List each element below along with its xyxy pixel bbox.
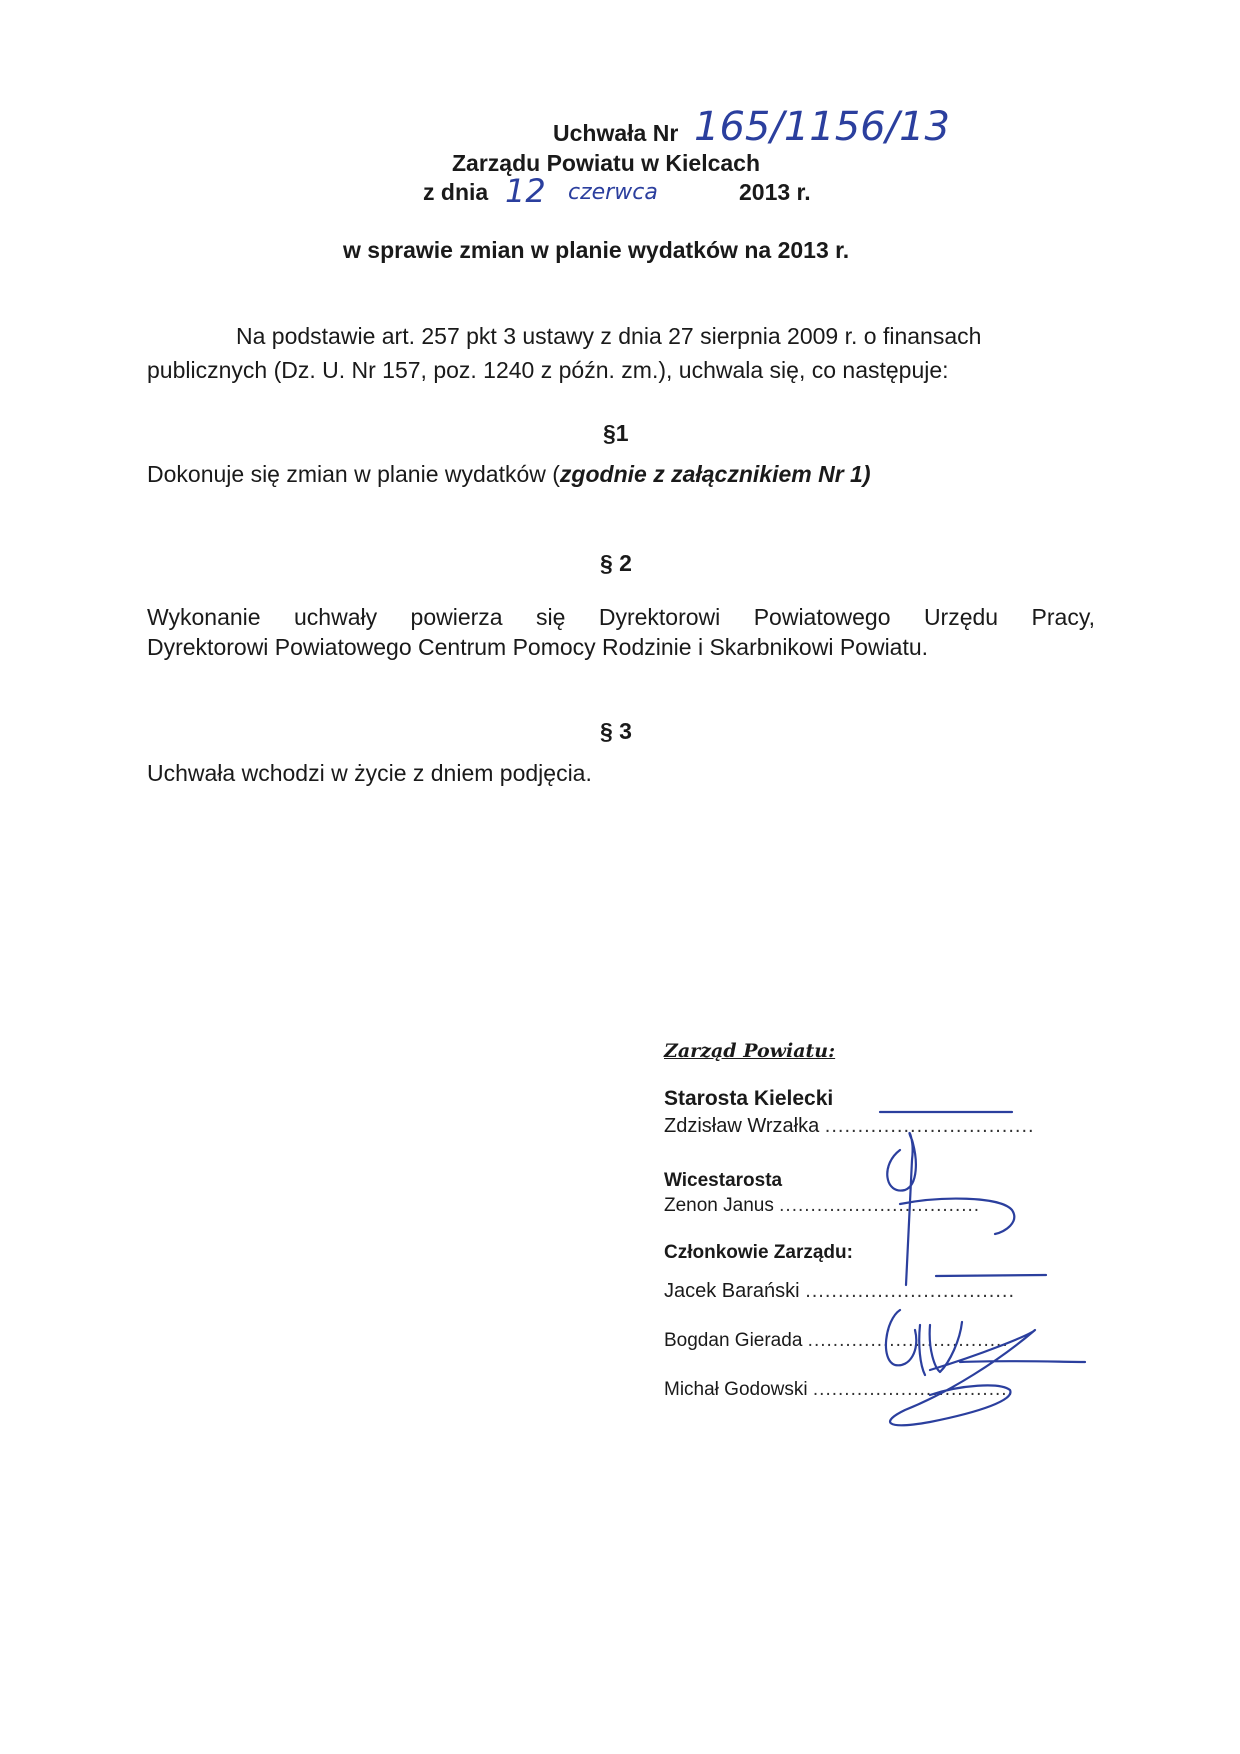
- member-name: Bogdan Gierada: [664, 1330, 803, 1351]
- section-1-text-main: Dokonuje się zmian w planie wydatków (: [147, 461, 560, 487]
- starosta-role: Starosta Kielecki: [664, 1087, 834, 1110]
- wicestarosta-role: Wicestarosta: [664, 1170, 783, 1191]
- board-name: Zarządu Powiatu w Kielcach: [452, 150, 761, 176]
- member-name: Jacek Barański: [664, 1280, 800, 1302]
- preamble-line-2: publicznych (Dz. U. Nr 157, poz. 1240 z późn. zm.), uchwala się, co następuje:: [147, 357, 949, 383]
- members-role: Członkowie Zarządu:: [664, 1242, 853, 1263]
- section-2-line-1: Wykonanie uchwały powierza się Dyrektorowi Powiatowego Urzędu Pracy,: [147, 604, 1095, 630]
- wicestarosta-signature: [887, 1133, 1014, 1285]
- section-3-text: Uchwała wchodzi w życie z dniem podjęcia.: [147, 760, 592, 786]
- resolution-number-handwritten: 165/1156/13: [694, 104, 950, 150]
- baranski-signature: [936, 1275, 1046, 1276]
- section-2-sign: § 2: [600, 550, 632, 576]
- starosta-dots: ................................: [824, 1115, 1035, 1137]
- wicestarosta-name: Zenon Janus: [664, 1195, 774, 1216]
- member-dots: ................................: [807, 1330, 1009, 1351]
- section-2-line-2: Dyrektorowi Powiatowego Centrum Pomocy Rodzinie i Skarbnikowi Powiatu.: [147, 634, 929, 660]
- date-month-handwritten: czerwca: [568, 180, 658, 205]
- date-prefix: z dnia: [423, 179, 489, 205]
- date-day-handwritten: 12: [505, 172, 546, 210]
- section-1-emphasis: zgodnie z załącznikiem Nr 1): [559, 461, 871, 487]
- gierada-signature: [886, 1310, 962, 1375]
- section-3-sign: § 3: [600, 718, 632, 744]
- date-year: 2013 r.: [739, 179, 811, 205]
- member-dots: ................................: [805, 1280, 1015, 1302]
- resolution-label: Uchwała Nr: [553, 120, 679, 146]
- section-1-sign: §1: [603, 420, 629, 446]
- member-dots: ................................: [812, 1379, 1014, 1400]
- wicestarosta-dots: ................................: [779, 1195, 981, 1216]
- member-name: Michał Godowski: [664, 1379, 808, 1400]
- preamble-line-1: Na podstawie art. 257 pkt 3 ustawy z dnia 27 sierpnia 2009 r. o finansach: [236, 323, 982, 349]
- starosta-name: Zdzisław Wrzałka: [664, 1115, 820, 1137]
- subject: w sprawie zmian w planie wydatków na 2013 r.: [343, 237, 850, 263]
- signatures-title: Zarząd Powiatu:: [664, 1040, 836, 1062]
